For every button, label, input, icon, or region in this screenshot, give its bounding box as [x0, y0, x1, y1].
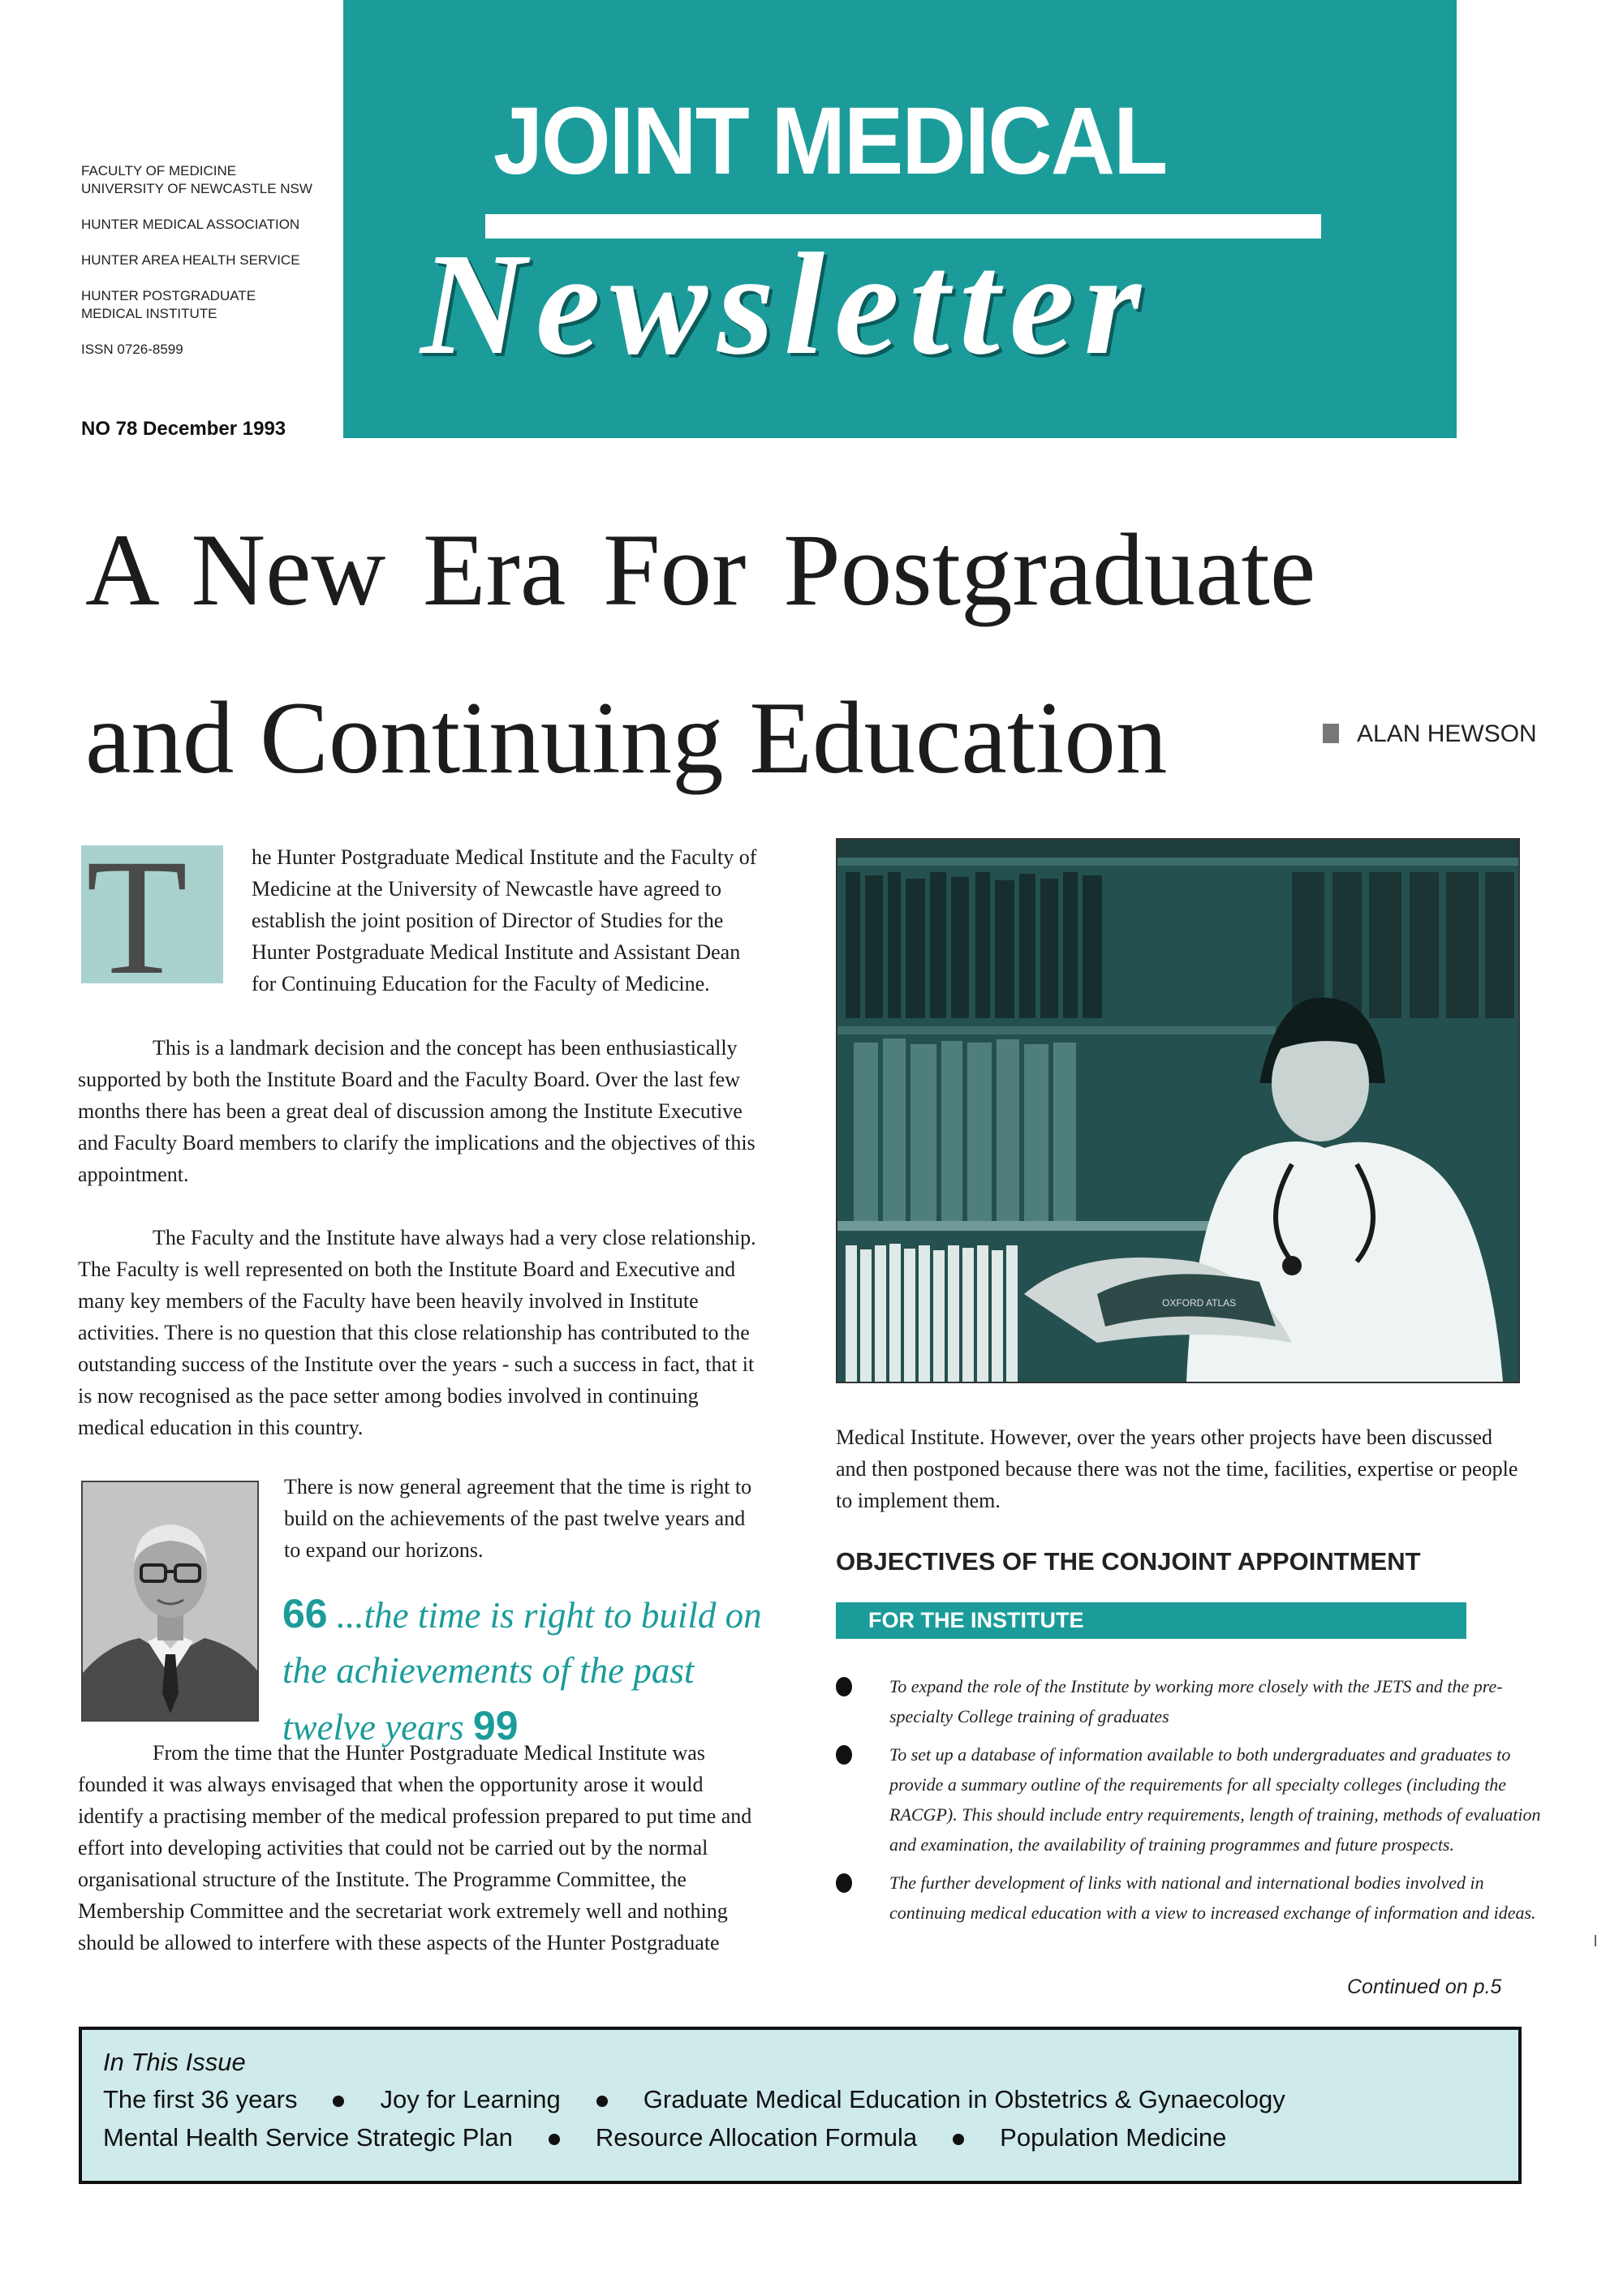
institute-heading: FOR THE INSTITUTE: [868, 1608, 1084, 1632]
masthead-subtitle: Newsletter: [420, 223, 1151, 385]
headline-line-2: and Continuing Education: [85, 681, 1168, 795]
bullet-icon: [596, 2096, 608, 2107]
paragraph-1: he Hunter Postgraduate Medical Institute and the Faculty of Medicine at the University of Newcastle have agreed to establish the joint position of Director of Studies for the Hunter Postgraduate Medical Institute and Assistant Dean for Continuing Education for the Faculty of Medicine.: [252, 845, 757, 995]
org-line: MEDICAL INSTITUTE: [81, 306, 217, 321]
in-this-issue-row-2: [103, 2123, 1226, 2152]
author-name: ALAN HEWSON: [1357, 720, 1537, 747]
bullet-icon: [549, 2134, 560, 2145]
portrait-illustration: [83, 1482, 257, 1720]
bullet-icon: [333, 2096, 344, 2107]
list-item: [836, 1868, 1542, 1928]
byline: [1323, 720, 1537, 748]
issue-item[interactable]: Population Medicine: [1000, 2123, 1227, 2152]
list-item-text: To expand the role of the Institute by working more closely with the JETS and the pre-specialty College training of graduates: [889, 1676, 1503, 1726]
org-line: FACULTY OF MEDICINE: [81, 163, 237, 178]
author-portrait: [81, 1481, 259, 1722]
issue-item[interactable]: Joy for Learning: [380, 2085, 561, 2113]
bullet-icon: [836, 1745, 852, 1765]
scan-speck: [1595, 1935, 1596, 1946]
headline-line-1: A New Era For Postgraduate: [85, 514, 1316, 627]
open-quote-icon: 66: [282, 1591, 328, 1636]
issn: ISSN 0726-8599: [81, 342, 183, 357]
issue-number: NO 78 December 1993: [81, 418, 286, 440]
list-item-text: The further development of links with national and international bodies involved in continuing medical education with a view to increased exchange of information and ideas.: [889, 1872, 1536, 1923]
bullet-icon: [836, 1677, 852, 1696]
list-item-text: To set up a database of information available to both undergraduates and graduates to provide a summary outline of the requirements for all specialty colleges (including the RACGP). This should include entry requirements, length of training, methods of evaluation and examination, the availability of training programmes and future prospects.: [889, 1744, 1541, 1855]
in-this-issue-box: [79, 2027, 1522, 2184]
bullet-icon: [836, 1873, 852, 1893]
issue-item[interactable]: Resource Allocation Formula: [595, 2123, 918, 2152]
drop-cap-letter: T: [86, 825, 188, 1009]
in-this-issue-title: In This Issue: [103, 2048, 246, 2076]
issue-item[interactable]: Graduate Medical Education in Obstetrics & Gynaecology: [643, 2085, 1285, 2113]
pull-quote: [282, 1586, 769, 1755]
paragraph-4: There is now general agreement that the time is right to build on the achievements of the past twelve years and to expand our horizons.: [284, 1475, 752, 1562]
continued-note: Continued on p.5: [1347, 1976, 1502, 1998]
list-item: [836, 1671, 1542, 1731]
drop-cap: [81, 825, 223, 1009]
article-headline: [85, 487, 1586, 823]
book-cover-text: OXFORD ATLAS: [1162, 1297, 1237, 1309]
publisher-list: [81, 162, 349, 359]
issue-item[interactable]: The first 36 years: [103, 2085, 298, 2113]
org-hahs: HUNTER AREA HEALTH SERVICE: [81, 252, 300, 268]
close-quote-icon: 99: [472, 1703, 519, 1748]
paragraph-6: Medical Institute. However, over the years other projects have been discussed and then postponed because there was not the time, facilities, expertise or people to implement them.: [836, 1425, 1518, 1512]
org-hma: HUNTER MEDICAL ASSOCIATION: [81, 217, 300, 232]
paragraph-3: The Faculty and the Institute have always had a very close relationship. The Faculty is well represented on both the Institute Board and Executive and many key members of the Faculty have been heavily involved in Institute activities. There is no question that this close relationship has contributed to the outstanding success of the Institute over the years - such a success in fact, that it is now recognised as the pace setter among bodies involved in continuing medical education in this country.: [78, 1226, 756, 1439]
org-faculty: [81, 162, 349, 198]
library-photo-illustration: [837, 840, 1518, 1382]
institute-heading-bar: [836, 1602, 1466, 1639]
org-line: UNIVERSITY OF NEWCASTLE NSW: [81, 181, 312, 196]
objectives-heading: OBJECTIVES OF THE CONJOINT APPOINTMENT: [836, 1547, 1421, 1576]
org-line: HUNTER POSTGRADUATE: [81, 288, 256, 303]
byline-square-icon: [1323, 724, 1339, 743]
paragraph-2: This is a landmark decision and the concept has been enthusiastically supported by both the Institute Board and the Faculty Board. Over the last few months there has been a great deal of discussion among the Institute Executive and Faculty Board members to clarify the implications and the objectives of this appointment.: [78, 1036, 756, 1186]
library-photo: [836, 838, 1520, 1383]
issue-item[interactable]: Mental Health Service Strategic Plan: [103, 2123, 513, 2152]
paragraph-5: From the time that the Hunter Postgraduate Medical Institute was founded it was always envisaged that when the opportunity arose it would identify a practising member of the medical profession prepared to put time and effort into developing activities that could not be carried out by the normal organisational structure of the Institute. The Programme Committee, the Membership Committee and the secretariat work extremely well and nothing should be allowed to interfere with these aspects of the Hunter Postgraduate: [78, 1741, 752, 1954]
bullet-icon: [953, 2134, 964, 2145]
pull-quote-text: ...the time is right to build on the achievements of the past twelve years: [282, 1595, 762, 1748]
org-hpmi: [81, 287, 349, 323]
list-item: [836, 1739, 1542, 1860]
objectives-list: [836, 1671, 1542, 1936]
masthead-banner: [343, 0, 1457, 438]
in-this-issue-row-1: [103, 2085, 1285, 2114]
masthead-title: JOINT MEDICAL: [493, 88, 1167, 195]
